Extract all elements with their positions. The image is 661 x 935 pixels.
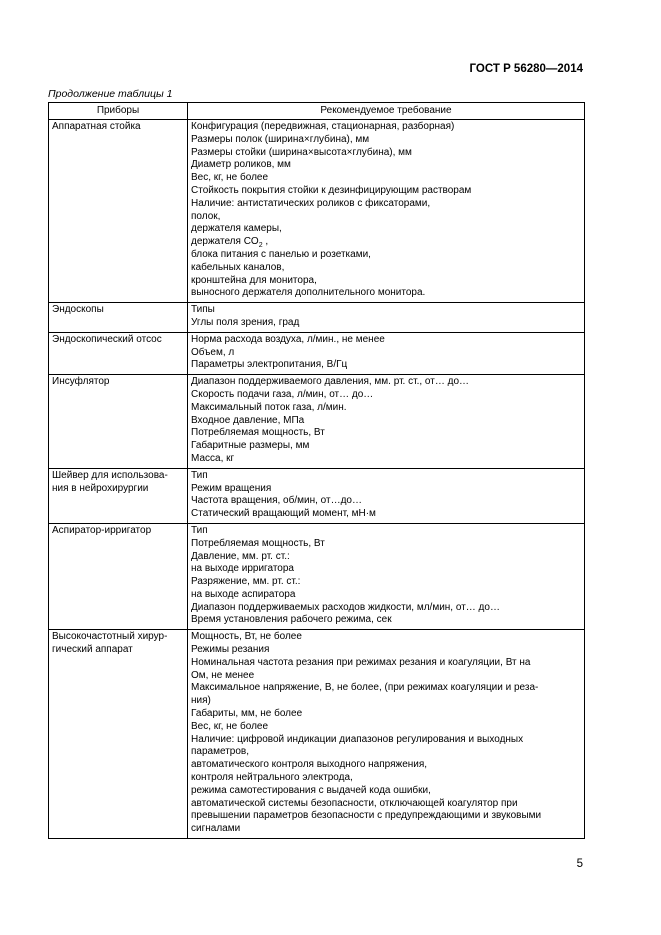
- requirement-line: Входное давление, МПа: [191, 414, 305, 426]
- requirement-line: Ом, не менее: [191, 669, 255, 681]
- requirement-line-co2: [191, 236, 581, 249]
- requirement-cell: [188, 630, 585, 839]
- requirement-line: полок,: [191, 210, 221, 222]
- requirement-line: Вес, кг, не более: [191, 172, 269, 184]
- requirement-cell: [188, 468, 585, 523]
- requirement-line: Вес, кг, не более: [191, 720, 269, 732]
- requirement-line: Частота вращения, об/мин, от…до…: [191, 495, 362, 507]
- requirement-line: Потребляемая мощность, Вт: [191, 537, 325, 549]
- requirement-line: Режимы резания: [191, 644, 270, 656]
- requirement-line: Наличие: антистатических роликов с фиксаторами,: [191, 197, 431, 209]
- requirement-line: Мощность, Вт, не более: [191, 631, 302, 643]
- device-name: Аспиратор-ирригатор: [52, 524, 152, 536]
- requirement-line: Разряжение, мм. рт. ст.:: [191, 576, 301, 588]
- requirement-line: Тип: [191, 524, 208, 536]
- device-cell: [49, 630, 188, 839]
- requirement-line: автоматической системы безопасности, отключающей коагулятор при: [191, 797, 518, 809]
- requirement-line: Стойкость покрытия стойки к дезинфицирующим растворам: [191, 184, 472, 196]
- requirement-line: выносного держателя дополнительного монитора.: [191, 287, 426, 299]
- device-name: Эндоскопический отсос: [52, 333, 162, 345]
- device-cell: [49, 303, 188, 333]
- table-row: [49, 523, 585, 629]
- table-row: [49, 468, 585, 523]
- co2-suffix: ,: [262, 236, 269, 248]
- requirement-line: Режим вращения: [191, 482, 272, 494]
- requirement-line: на выходе ирригатора: [191, 563, 294, 575]
- document-standard-number: ГОСТ Р 56280—2014: [469, 63, 583, 75]
- requirement-cell: [188, 303, 585, 333]
- requirement-line: Размеры полок (ширина×глубина), мм: [191, 133, 370, 145]
- requirement-line: Диаметр роликов, мм: [191, 159, 291, 171]
- requirement-line: контроля нейтрального электрода,: [191, 772, 353, 784]
- requirement-line: Конфигурация (передвижная, стационарная, разборная): [191, 121, 455, 132]
- co2-subscript: 2: [258, 242, 263, 250]
- requirement-line: превышении параметров безопасности с предупреждающими и звуковыми: [191, 810, 542, 822]
- device-cell: [49, 523, 188, 629]
- requirement-cell: [188, 120, 585, 303]
- requirement-line: Номинальная частота резания при режимах резания и коагуляции, Вт на: [191, 656, 531, 668]
- requirement-cell: [188, 332, 585, 374]
- column-header-devices: Приборы: [49, 103, 188, 120]
- requirement-line: Наличие: цифровой индикации диапазонов регулирования и выходных: [191, 733, 524, 745]
- requirement-line: Максимальное напряжение, В, не более, (при режимах коагуляции и реза-: [191, 682, 539, 694]
- requirement-line: режима самотестирования с выдачей кода ошибки,: [191, 784, 431, 796]
- requirement-line: Типы: [191, 304, 215, 316]
- requirement-line: Углы поля зрения, град: [191, 316, 300, 328]
- table-row: [49, 303, 585, 333]
- requirement-line: Диапазон поддерживаемых расходов жидкости, мл/мин, от… до…: [191, 601, 500, 613]
- device-cell: [49, 375, 188, 469]
- device-name: Инсуфлятор: [52, 376, 110, 388]
- device-name-line: ния в нейрохирургии: [52, 482, 149, 494]
- requirement-line: Габаритные размеры, мм: [191, 440, 310, 452]
- requirement-line: Размеры стойки (ширина×высота×глубина), мм: [191, 146, 412, 158]
- table-caption: Продолжение таблицы 1: [48, 88, 173, 100]
- device-name-line: Высокочастотный хирур-: [52, 631, 168, 643]
- device-name: Эндоскопы: [52, 304, 104, 316]
- requirement-line: параметров,: [191, 746, 249, 758]
- requirement-line: Габариты, мм, не более: [191, 708, 303, 720]
- table-row: [49, 120, 585, 303]
- requirement-line: Давление, мм. рт. ст.:: [191, 550, 290, 562]
- requirement-line: Потребляемая мощность, Вт: [191, 427, 325, 439]
- device-cell: [49, 332, 188, 374]
- co2-text: держателя CO: [191, 236, 259, 248]
- table-header-row: [49, 103, 585, 120]
- requirement-line: Норма расхода воздуха, л/мин., не менее: [191, 333, 385, 345]
- column-header-requirements: Рекомендуемое требование: [188, 103, 585, 120]
- requirement-line: Диапазон поддерживаемого давления, мм. рт. ст., от… до…: [191, 376, 470, 388]
- device-cell: [49, 120, 188, 303]
- table-row: [49, 332, 585, 374]
- page-number: 5: [576, 858, 583, 870]
- requirement-line: Объем, л: [191, 346, 235, 358]
- requirement-line: Тип: [191, 469, 208, 481]
- device-cell: [49, 468, 188, 523]
- requirement-cell: [188, 523, 585, 629]
- requirement-cell: [188, 375, 585, 469]
- device-name: Аппаратная стойка: [52, 121, 141, 132]
- table-row: [49, 375, 585, 469]
- requirement-line: Статический вращающий момент, мН·м: [191, 508, 376, 520]
- requirement-line: Время установления рабочего режима, сек: [191, 614, 392, 626]
- requirement-line: Параметры электропитания, В/Гц: [191, 359, 348, 371]
- requirement-line: кронштейна для монитора,: [191, 274, 317, 286]
- requirement-line: держателя камеры,: [191, 223, 282, 235]
- requirement-line: Масса, кг: [191, 452, 235, 464]
- requirement-line: на выходе аспиратора: [191, 588, 296, 600]
- requirement-line: сигналами: [191, 823, 241, 835]
- requirement-line: Максимальный поток газа, л/мин.: [191, 401, 347, 413]
- requirements-table: [48, 102, 585, 839]
- requirement-line: автоматического контроля выходного напряжения,: [191, 759, 428, 771]
- device-name-line: Шейвер для использова-: [52, 469, 168, 481]
- device-name-line: гический аппарат: [52, 644, 133, 656]
- requirement-line: Скорость подачи газа, л/мин, от… до…: [191, 388, 374, 400]
- table-row: [49, 630, 585, 839]
- requirement-line: блока питания с панелью и розетками,: [191, 248, 371, 260]
- requirement-line: ния): [191, 695, 211, 707]
- requirement-line: кабельных каналов,: [191, 261, 285, 273]
